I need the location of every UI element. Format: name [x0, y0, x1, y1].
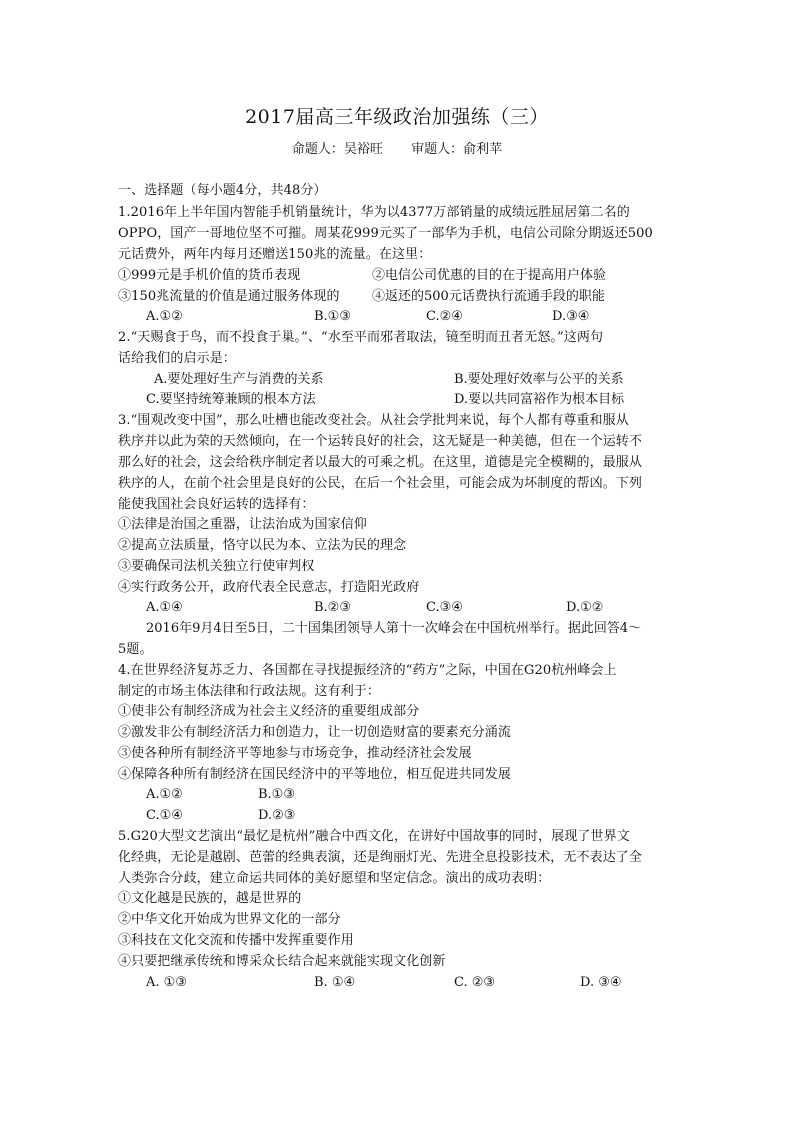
q5-line: 5.G20大型文艺演出“最忆是杭州”融合中西文化，在讲好中国故事的同时，展现了世界文 — [118, 829, 630, 844]
q1-line: 1.2016年上半年国内智能手机销量统计，华为以4377万部销量的成绩远胜屈居第二名的 — [118, 205, 630, 220]
q3-line: 秩序的人，在前个社会里是良好的公民，在后一个社会里，可能会成为坏制度的帮凶。下列 — [118, 476, 643, 491]
q4-option-d: D.②③ — [258, 808, 296, 823]
section-heading: 一、选择题（每小题4分，共48分） — [118, 183, 327, 198]
q5-statement: ③科技在文化交流和传播中发挥重要作用 — [118, 933, 354, 948]
q1-statement: ③150兆流量的价值是通过服务体现的 — [118, 289, 340, 304]
q1-statement: ②电信公司优惠的目的在于提高用户体验 — [372, 268, 607, 283]
q1-option-d: D.③④ — [552, 309, 590, 324]
q4-statement: ③使各种所有制经济平等地参与市场竞争，推动经济社会发展 — [118, 746, 472, 761]
reviewer: 审题人：俞利苹 — [411, 142, 503, 157]
q2-line: 话给我们的启示是： — [118, 351, 236, 366]
q5-option-c: C. ②③ — [454, 975, 496, 990]
author: 命题人：吴裕旺 — [291, 142, 383, 157]
q2-option-d: D.要以共同富裕作为根本目标 — [454, 392, 625, 407]
q5-line: 化经典，无论是越剧、芭蕾的经典表演，还是绚丽灯光、先进全息投影技术，无不表达了全 — [118, 850, 643, 865]
q5-statement: ①文化越是民族的，越是世界的 — [118, 891, 302, 906]
q3-statement: ①法律是治国之重器，让法治成为国家信仰 — [118, 517, 367, 532]
q3-option-c: C.③④ — [426, 600, 463, 615]
q1-line: OPPO，国产一哥地位坚不可摧。周某花999元买了一部华为手机，电信公司除分期返还500 — [118, 226, 653, 241]
q5-option-b: B. ①④ — [314, 975, 356, 990]
q1-option-b: B.①③ — [314, 309, 351, 324]
material-line: 2016年9月4日至5日，二十国集团领导人第十一次峰会在中国杭州举行。据此回答4～ — [146, 621, 642, 636]
q3-option-a: A.①④ — [146, 600, 183, 615]
q2-option-b: B.要处理好效率与公平的关系 — [454, 372, 624, 387]
q4-option-c: C.①④ — [146, 808, 183, 823]
q3-statement: ②提高立法质量，恪守以民为本、立法为民的理念 — [118, 538, 407, 553]
q5-option-a: A. ①③ — [146, 975, 187, 990]
q1-statement: ①999元是手机价值的货币表现 — [118, 268, 301, 283]
q2-option-a: A.要处理好生产与消费的关系 — [154, 372, 324, 387]
q4-line: 4.在世界经济复苏乏力、各国都在寻找提振经济的“药方”之际，中国在G20杭州峰会上 — [118, 663, 617, 678]
q3-line: 那么好的社会，这会给秩序制定者以最大的可乘之机。在这里，道德是完全模糊的，最服从 — [118, 455, 643, 470]
q4-option-b: B.①③ — [258, 787, 295, 802]
q2-line: 2.“天赐食于鸟，而不投食于巢。”、“水至平而邪者取法，镜至明而丑者无怒。”这两句 — [118, 330, 604, 345]
q3-option-d: D.①② — [566, 600, 604, 615]
q4-statement: ④保障各种所有制经济在国民经济中的平等地位，相互促进共同发展 — [118, 767, 512, 782]
q1-statement: ④返还的500元话费执行流通手段的职能 — [372, 289, 605, 304]
material-line: 5题。 — [118, 642, 153, 657]
q3-option-b: B.②③ — [314, 600, 351, 615]
q5-line: 人类弥合分歧，建立命运共同体的美好愿望和坚定信念。演出的成功表明： — [118, 871, 551, 886]
q2-option-c: C.要坚持统筹兼顾的根本方法 — [146, 392, 316, 407]
q1-option-c: C.②④ — [426, 309, 463, 324]
q3-line: 3.“围观改变中国”，那么吐槽也能改变社会。从社会学批判来说，每个人都有尊重和服从 — [118, 413, 629, 428]
q3-line: 秩序并以此为荣的天然倾向，在一个运转良好的社会，这无疑是一种美德，但在一个运转不 — [118, 434, 643, 449]
q4-option-a: A.①② — [146, 787, 183, 802]
q4-statement: ①使非公有制经济成为社会主义经济的重要组成部分 — [118, 704, 420, 719]
q5-statement: ②中华文化开始成为世界文化的一部分 — [118, 912, 341, 927]
q3-statement: ③要确保司法机关独立行使审判权 — [118, 559, 315, 574]
page-title: 2017届高三年级政治加强练（三） — [245, 106, 549, 128]
q5-option-d: D. ③④ — [580, 975, 622, 990]
authors-line — [0, 141, 794, 159]
q1-option-a: A.①② — [146, 309, 183, 324]
q4-statement: ②激发非公有制经济活力和创造力，让一切创造财富的要素充分涌流 — [118, 725, 512, 740]
q5-statement: ④只要把继承传统和博采众长结合起来就能实现文化创新 — [118, 954, 446, 969]
q1-line: 元话费外，两年内每月还赠送150兆的流量。在这里： — [118, 247, 432, 262]
q3-line: 能使我国社会良好运转的选择有： — [118, 497, 315, 512]
q3-statement: ④实行政务公开，政府代表全民意志，打造阳光政府 — [118, 580, 420, 595]
q4-line: 制定的市场主体法律和行政法规。这有利于： — [118, 684, 381, 699]
